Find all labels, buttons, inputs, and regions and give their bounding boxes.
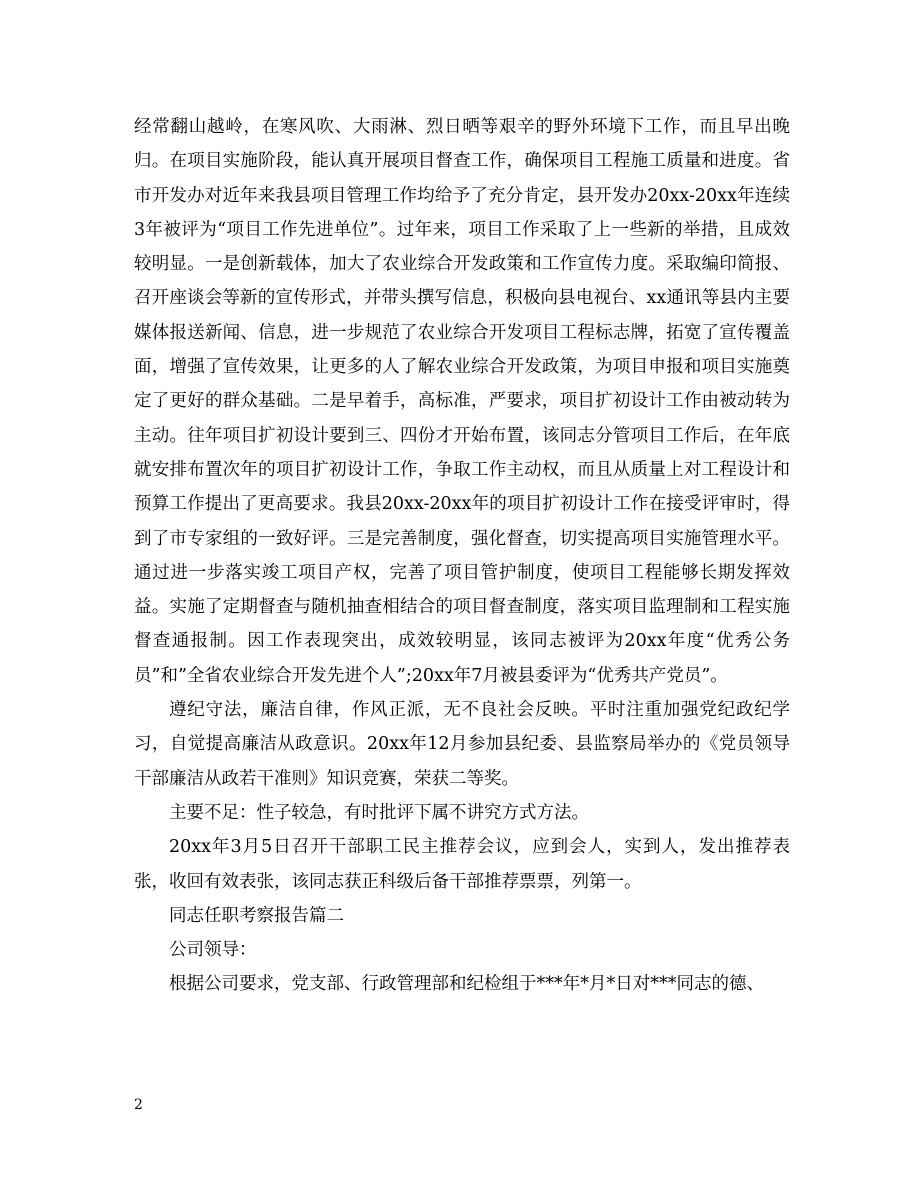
paragraph-3: 主要不足：性子较急，有时批评下属不讲究方式方法。 [169,802,589,823]
paragraph-7: 根据公司要求，党支部、行政管理部和纪检组于***年*月*日对***同志的德、 [169,974,764,995]
paragraph-1: 经常翻山越岭，在寒风吹、大雨淋、烈日晒等艰辛的野外环境下工作，而且早出晚归。在项目实施阶段，能认真开展项目督查工作，确保项目工程施工质量和进度。省市开发办对近年来我县项目管理工作均给予了充分肯定，县开发办20xx-20xx年连续3年被评为“项目工作先进单位”。过年来，项目工作采取了上一些新的举措，且成效较明显。一是创新载体，加大了农业综合开发政策和工作宣传力度。采取编印简报、召开座谈会等新的宣传形式，并带头撰写信息，积极向县电视台、xx通讯等县内主要媒体报送新闻、信息，进一步规范了农业综合开发项目工程标志牌，拓宽了宣传覆盖面，增强了宣传效果，让更多的人了解农业综合开发政策，为项目申报和项目实施奠定了更好的群众基础。二是早着手，高标准，严要求，项目扩初设计工作由被动转为主动。往年项目扩初设计要到三、四份才开始布置，该同志分管项目工作后，在年底就安排布置次年的项目扩初设计工作，争取工作主动权，而且从质量上对工程设计和预算工作提出了更高要求。我县20xx-20xx年的项目扩初设计工作在接受评审时，得到了市专家组的一致好评。三是完善制度，强化督查，切实提高项目实施管理水平。通过进一步落实竣工项目产权，完善了项目管护制度，使项目工程能够长期发挥效益。实施了定期督查与随机抽查相结合的项目督查制度，落实项目监理制和工程实施督查通报制。因工作表现突出，成效较明显，该同志被评为20xx年度“优秀公务员”和”全省农业综合开发先进个人”;20xx年7月被县委评为“优秀共产党员”。 [134,117,790,686]
document-body [134,110,790,1002]
section-heading: 同志任职考察报告篇二 [169,905,344,926]
salutation: 公司领导： [169,940,257,961]
page-number: 2 [134,1097,143,1113]
paragraph-4: 20xx年3月5日召开干部职工民主推荐会议，应到会人，实到人，发出推荐表张，收回有效表张，该同志获正科级后备干部推荐票票，列第一。 [134,837,790,892]
paragraph-2: 遵纪守法，廉洁自律，作风正派，无不良社会反映。平时注重加强党纪政纪学习，自觉提高廉洁从政意识。20xx年12月参加县纪委、县监察局举办的《党员领导干部廉洁从政若干准则》知识竞赛，荣获二等奖。 [134,700,790,789]
